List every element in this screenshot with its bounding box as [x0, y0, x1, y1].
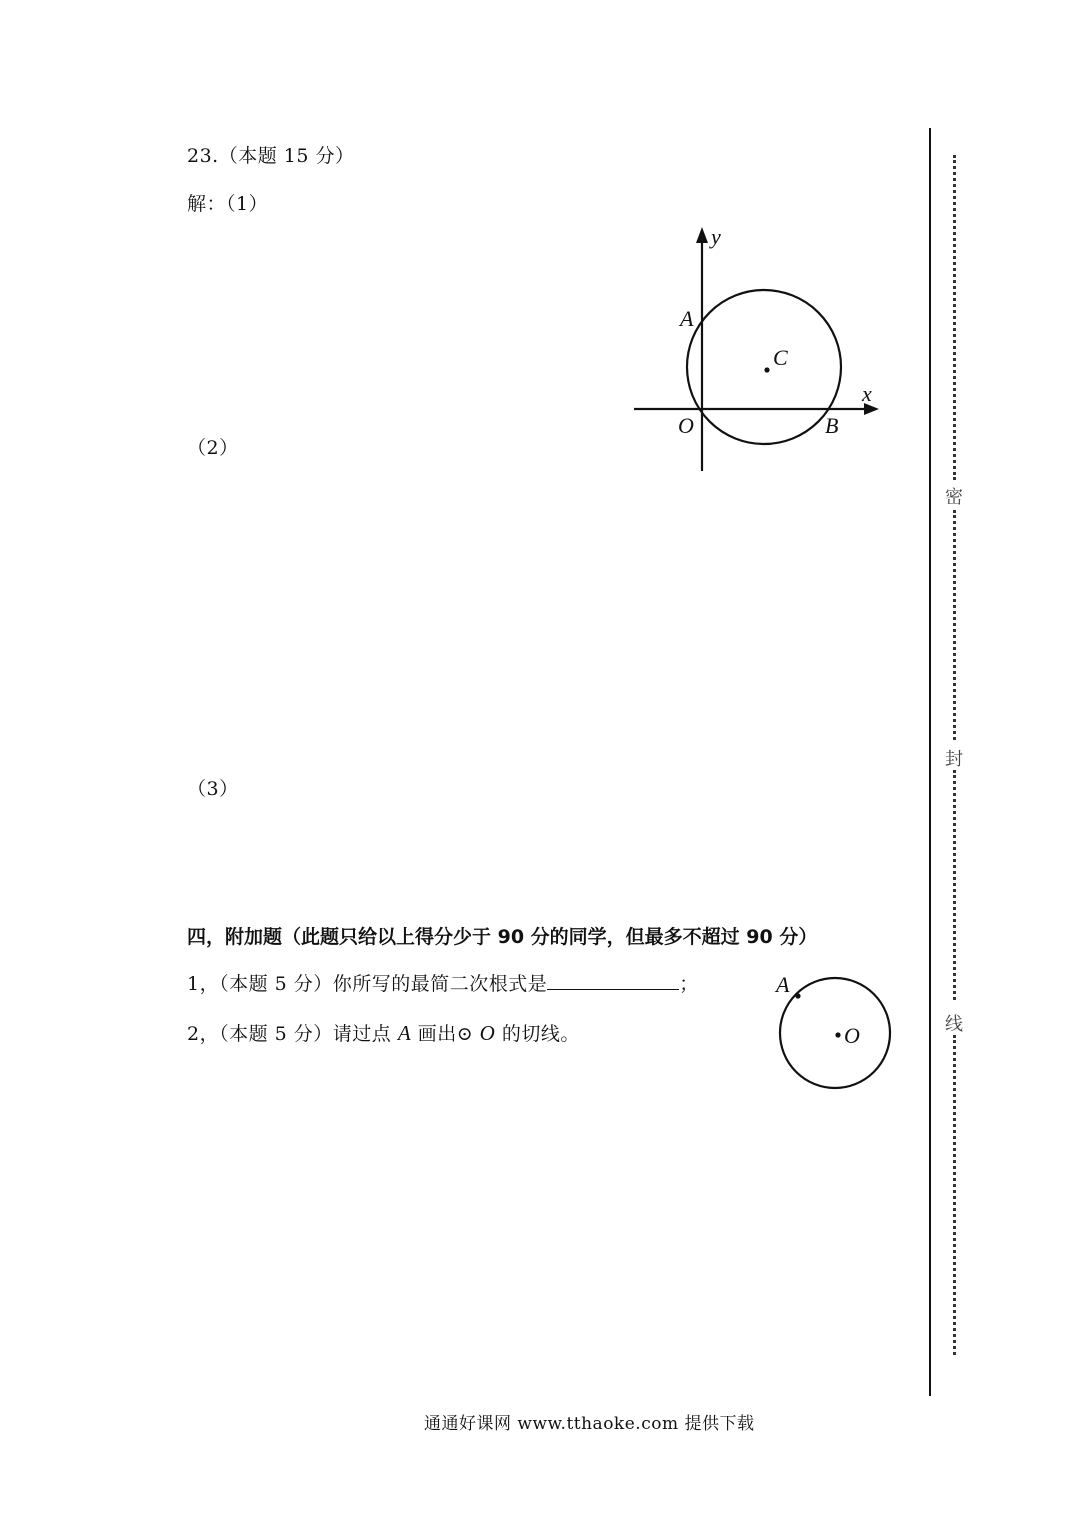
item-2-text: 2，（本题 5 分）请过点: [187, 1023, 392, 1045]
tangent-center-o-label: O: [844, 1023, 860, 1048]
dotted-line-segment: [953, 155, 956, 480]
question-23-part-1-label: 解：（1）: [187, 193, 269, 215]
item-2-mid-text: 画出: [417, 1023, 457, 1045]
section-4-item-2: [187, 1021, 580, 1046]
tangent-circle-figure: [760, 960, 910, 1100]
center-point-o: [835, 1032, 840, 1037]
section-4-item-1: [187, 971, 699, 996]
x-axis-label: x: [862, 381, 872, 406]
circle-symbol-icon: ⊙: [456, 1023, 474, 1045]
point-a-label: A: [680, 306, 694, 331]
binding-margin-line: [929, 128, 931, 1396]
dotted-line-segment: [953, 510, 956, 740]
item-2-point-a: A: [397, 1021, 412, 1045]
question-23-header: 23.（本题 15 分）: [187, 145, 355, 167]
y-axis-arrow: [696, 227, 708, 243]
item-1-suffix: ；: [679, 973, 699, 995]
question-23-part-2-label: （2）: [187, 437, 239, 459]
item-2-suffix: 的切线。: [501, 1023, 580, 1045]
margin-char-feng: 封: [945, 749, 963, 770]
margin-char-mi: 密: [945, 487, 963, 508]
dotted-line-segment: [953, 1035, 956, 1355]
center-point-c: [764, 367, 769, 372]
y-axis-label: y: [711, 224, 721, 249]
margin-char-xian: 线: [945, 1014, 963, 1035]
item-1-text: 1，（本题 5 分）你所写的最简二次根式是: [187, 973, 548, 995]
origin-label: O: [678, 413, 694, 438]
point-b-label: B: [825, 413, 839, 438]
point-c-label: C: [773, 345, 788, 370]
question-23-part-3-label: （3）: [187, 778, 239, 800]
item-2-center-o: O: [479, 1021, 496, 1045]
tangent-point-a-label: A: [776, 972, 790, 997]
dotted-line-segment: [953, 770, 956, 1000]
coordinate-circle-figure: [0, 0, 1087, 520]
circle-c: [687, 290, 841, 444]
page-footer: 通通好课网 www.tthaoke.com 提供下载: [424, 1414, 755, 1434]
answer-blank[interactable]: [547, 971, 679, 990]
point-a-dot: [795, 993, 800, 998]
section-4-title: 四，附加题（此题只给以上得分少于 90 分的同学，但最多不超过 90 分）: [187, 926, 818, 948]
